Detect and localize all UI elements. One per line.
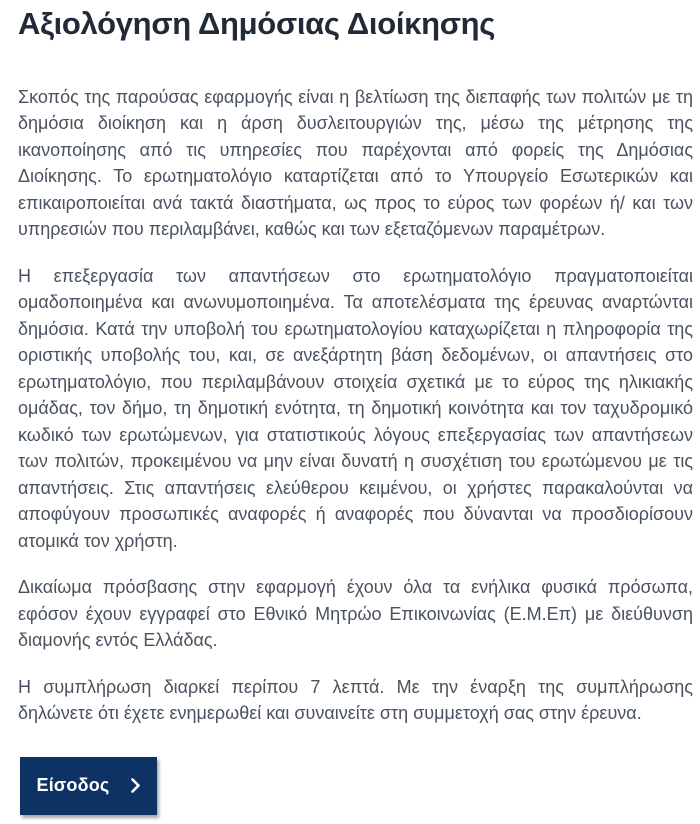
login-button[interactable] [20,757,157,815]
chevron-right-icon [130,778,141,793]
intro-text [18,84,693,727]
paragraph-data-processing: Η επεξεργασία των απαντήσεων στο ερωτηματολόγιο πραγματοποιείται ομαδοποιημένα και ανωνυμοποιημένα. Τα αποτελέσματα της έρευνας αναρτώνται δημόσια. Κατά την υποβολή του ερωτηματολογίου καταχωρίζεται η πληροφορία της οριστικής υποβολής του, και, σε ανεξάρτητη βάση δεδομένων, οι απαντήσεις στο ερωτηματολόγιο, που περιλαμβάνουν στοιχεία σχετικά με το εύρος της ηλικιακής ομάδας, τον δήμο, τη δημοτική ενότητα, τη δημοτική κοινότητα και τον ταχυδρομικό κωδικό των ερωτώμενων, για στατιστικούς λόγους επεξεργασίας των απαντήσεων των πολιτών, προκειμένου να μην είναι δυνατή η συσχέτιση του ερωτώμενου με τις απαντήσεις. Στις απαντήσεις ελεύθερου κειμένου, οι χρήστες παρακαλούνται να αποφύγουν προσωπικές αναφορές ή αναφορές που δύνανται να προσδιορίσουν ατομικά τον χρήστη. [18,265,693,551]
paragraph-purpose: Σκοπός της παρούσας εφαρμογής είναι η βελτίωση της διεπαφής των πολιτών με τη δημόσια διοίκηση και η άρση δυσλειτουργιών της, μέσω της μέτρησης της ικανοποίησης από τις υπηρεσίες που παρέχονται από φορείς της Δημόσιας Διοίκησης. Το ερωτηματολόγιο καταρτίζεται από το Υπουργείο Εσωτερικών και επικαιροποιείται ανά τακτά διαστήματα, ως προς το εύρος των φορέων ή/ και των υπηρεσιών που περιλαμβάνει, καθώς και των εξεταζόμενων παραμέτρων. [18,86,693,240]
paragraph-duration-consent: Η συμπλήρωση διαρκεί περίπου 7 λεπτά. Με την έναρξη της συμπλήρωσης δηλώνετε ότι έχετε ενημερωθεί και συναινείτε στη συμμετοχή σας στην έρευνα. [18,676,693,724]
paragraph-access-rights: Δικαίωμα πρόσβασης στην εφαρμογή έχουν όλα τα ενήλικα φυσικά πρόσωπα, εφόσον έχουν εγγραφεί στο Εθνικό Μητρώο Επικοινωνίας (Ε.Μ.Επ) με διεύθυνση διαμονής εντός Ελλάδας. [18,577,693,651]
page-title: Αξιολόγηση Δημόσιας Διοίκησης [18,6,496,41]
login-button-label: Είσοδος [36,775,110,796]
